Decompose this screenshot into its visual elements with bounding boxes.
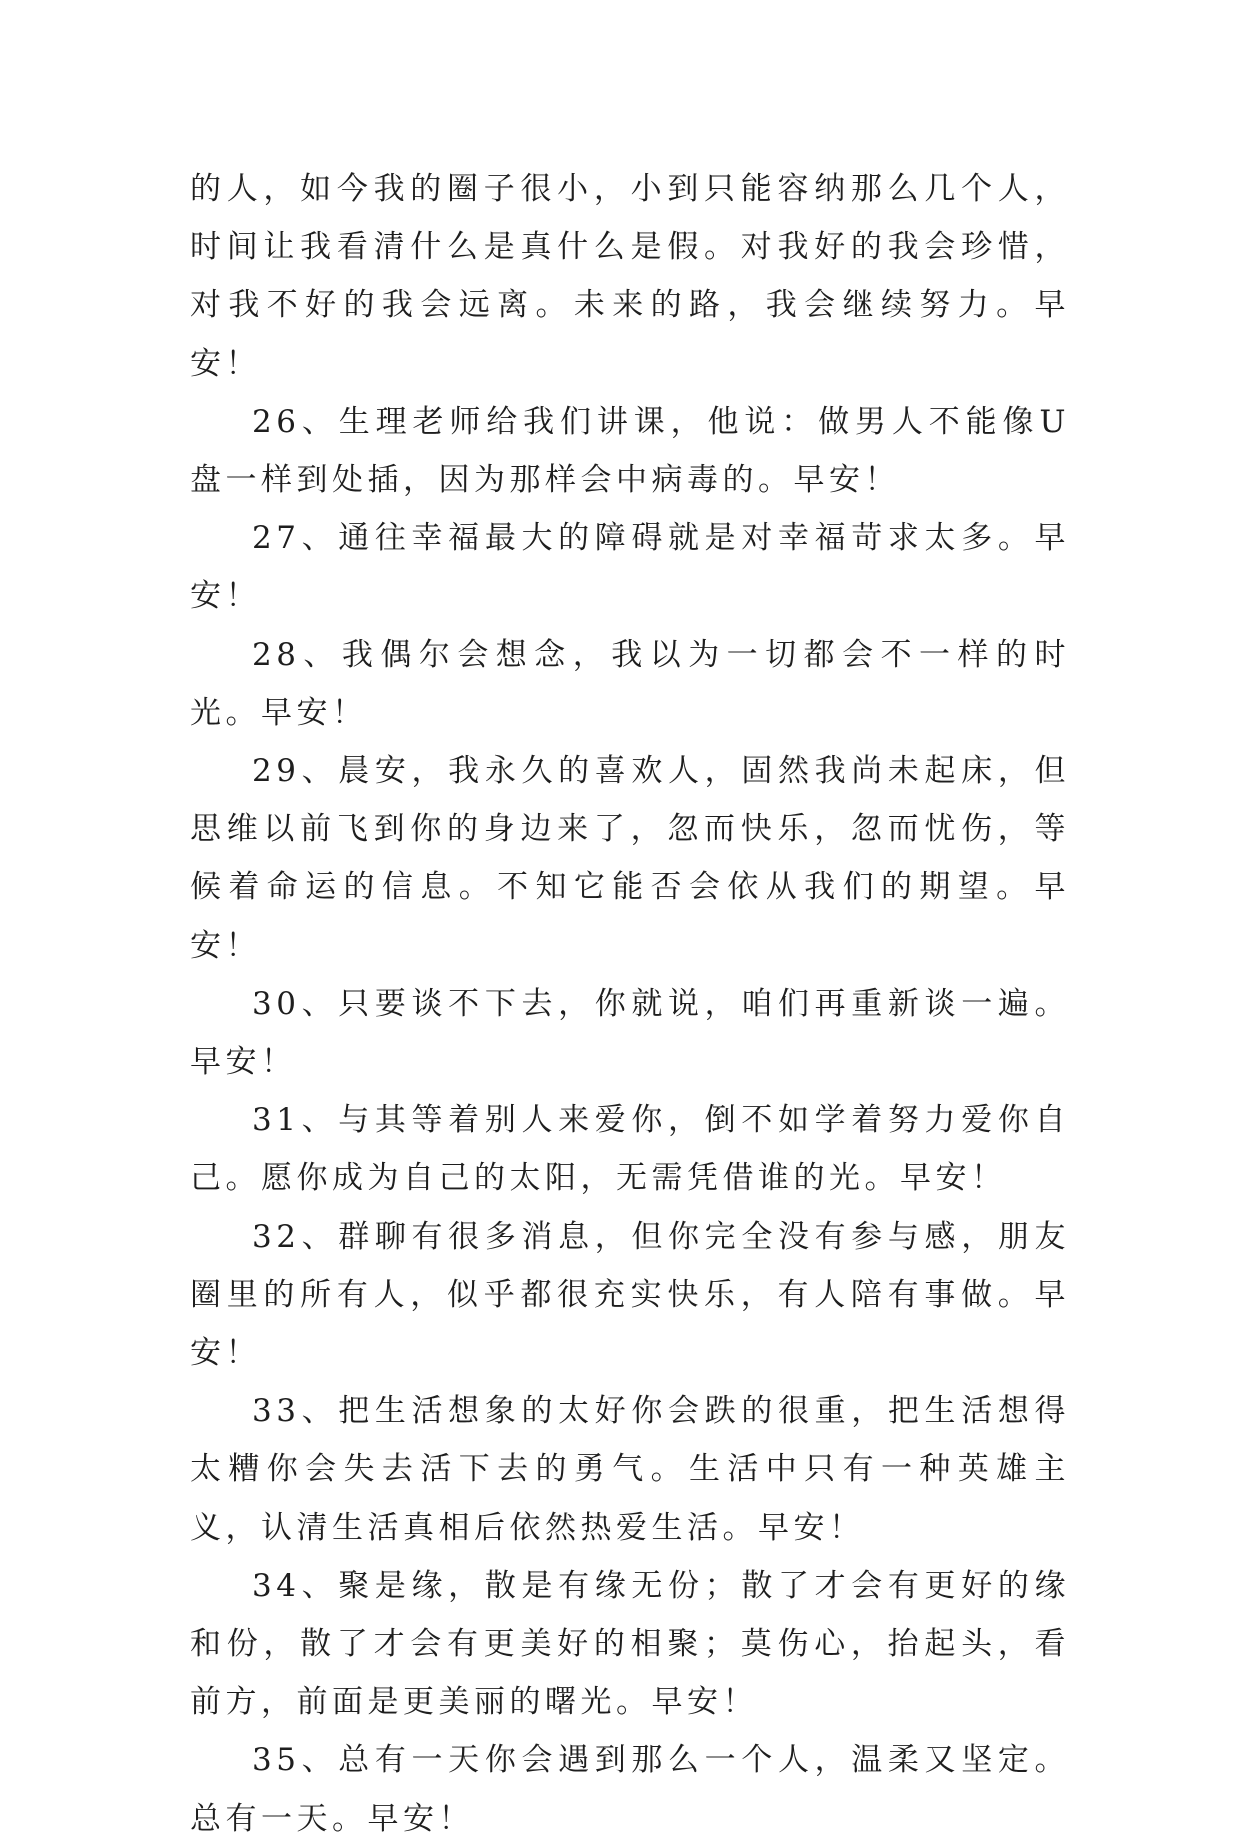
document-body xyxy=(190,160,1070,1848)
paragraph-27: 27、通往幸福最大的障碍就是对幸福苛求太多。早安！ xyxy=(190,520,1070,615)
paragraph-31: 31、与其等着别人来爱你，倒不如学着努力爱你自己。愿你成为自己的太阳，无需凭借谁的光。早安！ xyxy=(190,1102,1070,1197)
paragraph-32: 32、群聊有很多消息，但你完全没有参与感，朋友圈里的所有人，似乎都很充实快乐，有人陪有事做。早安！ xyxy=(190,1218,1070,1372)
paragraph-33: 33、把生活想象的太好你会跌的很重，把生活想得太糟你会失去活下去的勇气。生活中只有一种英雄主义，认清生活真相后依然热爱生活。早安！ xyxy=(190,1393,1070,1546)
paragraph-continuation: 的人，如今我的圈子很小，小到只能容纳那么几个人，时间让我看清什么是真什么是假。对我好的我会珍惜，对我不好的我会远离。未来的路，我会继续努力。早安！ xyxy=(190,171,1070,382)
paragraph-28: 28、我偶尔会想念，我以为一切都会不一样的时光。早安！ xyxy=(190,636,1070,731)
paragraph-34: 34、聚是缘，散是有缘无份；散了才会有更好的缘和份，散了才会有更美好的相聚；莫伤心，抬起头，看前方，前面是更美丽的曙光。早安！ xyxy=(190,1567,1070,1721)
paragraph-26: 26、生理老师给我们讲课，他说：做男人不能像U盘一样到处插，因为那样会中病毒的。早安！ xyxy=(190,403,1070,499)
paragraph-35: 35、总有一天你会遇到那么一个人，温柔又坚定。总有一天。早安！ xyxy=(190,1742,1070,1837)
paragraph-29: 29、晨安，我永久的喜欢人，固然我尚未起床，但思维以前飞到你的身边来了，忽而快乐，忽而忧伤，等候着命运的信息。不知它能否会依从我们的期望。早安！ xyxy=(190,753,1070,964)
paragraph-30: 30、只要谈不下去，你就说，咱们再重新谈一遍。早安！ xyxy=(190,985,1070,1081)
